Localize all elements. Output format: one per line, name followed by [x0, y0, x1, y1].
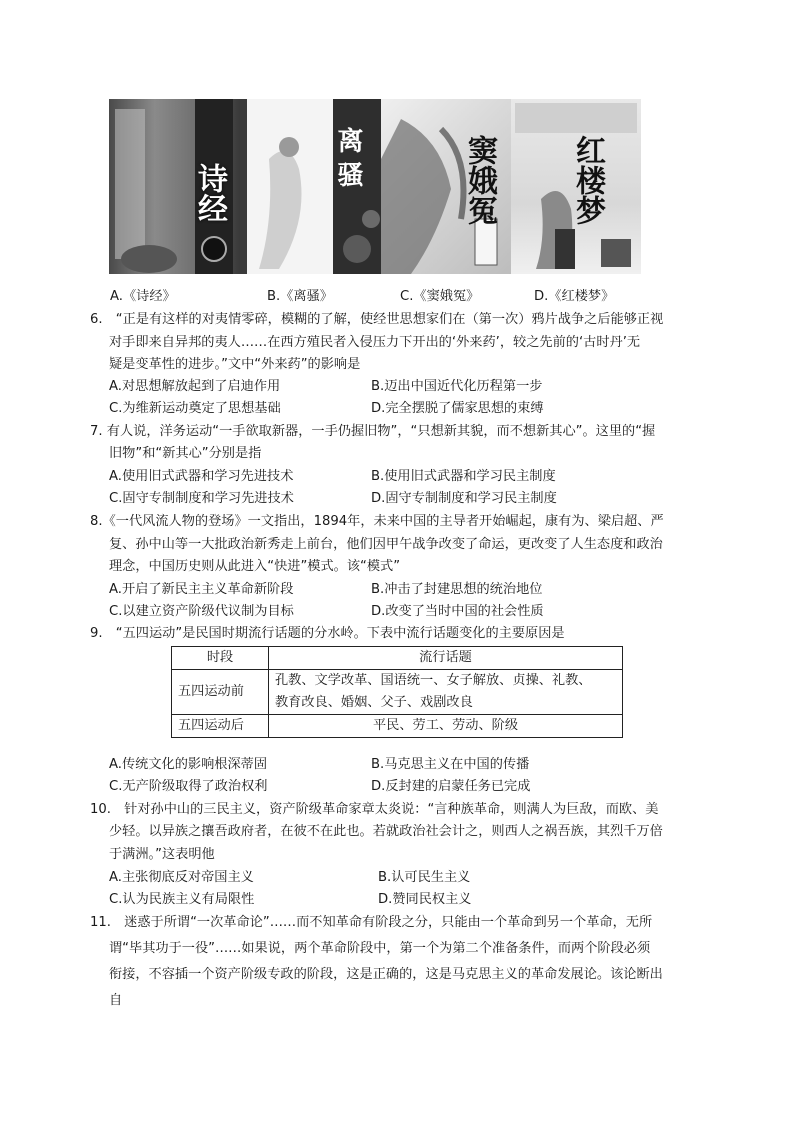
q10-option-b[interactable]: B.认可民生主义: [378, 870, 471, 885]
q9-option-a[interactable]: A.传统文化的影响根深蒂固: [109, 757, 268, 772]
q11-stem-line3: 衔接，不容插一个资产阶级专政的阶段，这是正确的，这是马克思主义的革命发展论。该论断出: [109, 967, 663, 982]
q8-stem-line3: 理念，中国历史则从此进入“快进”模式。该“模式”: [109, 559, 401, 574]
table-row: [172, 715, 623, 738]
q6-option-c[interactable]: C.为维新运动奠定了思想基础: [109, 401, 281, 416]
q6-stem-line1: 6. “正是有这样的对夷情零碎，模糊的了解，使经世思想家们在（第一次）鸦片战争之后能够正视: [90, 312, 664, 327]
lisao-title: 离骚: [333, 127, 363, 195]
q6-option-b[interactable]: B.迈出中国近代化历程第一步: [371, 379, 543, 394]
table-cell-period: 五四运动后: [172, 715, 269, 738]
q8-option-b[interactable]: B.冲击了封建思想的统治地位: [371, 582, 543, 597]
q11-stem-line2: 谓“毕其功于一役”……如果说，两个革命阶段中，第一个为第二个准备条件，而两个阶段必须: [109, 941, 651, 956]
q9-stem: 9. “五四运动”是民国时期流行话题的分水岭。下表中流行话题变化的主要原因是: [90, 626, 565, 641]
topics-line1: 孔教、文学改革、国语统一、女子解放、贞操、礼教、: [275, 673, 592, 688]
table-header-period: 时段: [172, 647, 269, 670]
lisao-image: [239, 99, 381, 274]
q10-option-d[interactable]: D.赞同民权主义: [378, 892, 472, 907]
q10-stem-line2: 少轻。以异族之攘吾政府者，在彼不在此也。若就政治社会计之，则西人之祸吾族，其烈千万倍: [109, 824, 663, 839]
q7-option-b[interactable]: B.使用旧式武器和学习民主制度: [371, 469, 556, 484]
dou-e-yuan-image: [381, 99, 511, 274]
q8-stem-line1: 8.《一代风流人物的登场》一文指出，1894年，未来中国的主导者开始崛起，康有为、梁启超、严: [90, 514, 664, 529]
q7-option-a[interactable]: A.使用旧式武器和学习先进技术: [109, 469, 294, 484]
hongloumeng-image: [511, 99, 641, 274]
table-cell-topics: [269, 670, 623, 715]
q9-topics-table: [171, 646, 623, 738]
q7-option-c[interactable]: C.固守专制制度和学习先进技术: [109, 491, 294, 506]
dou-e-yuan-title: 窦娥冤: [462, 135, 497, 225]
q9-option-b[interactable]: B.马克思主义在中国的传播: [371, 757, 530, 772]
q5-option-b[interactable]: B.《离骚》: [267, 289, 333, 304]
q5-option-a[interactable]: A.《诗经》: [110, 289, 176, 304]
table-header-row: [172, 647, 623, 670]
q7-stem-line2: 旧物”和“新其心”分别是指: [109, 446, 262, 461]
shijing-image: [109, 99, 239, 274]
table-header-topics: 流行话题: [269, 647, 623, 670]
table-row: [172, 670, 623, 715]
q9-option-c[interactable]: C.无产阶级取得了政治权利: [109, 779, 268, 794]
q6-option-d[interactable]: D.完全摆脱了儒家思想的束缚: [371, 401, 544, 416]
q8-stem-line2: 复、孙中山等一大批政治新秀走上前台，他们因甲午战争改变了命运，更改变了人生态度和政治: [109, 537, 663, 552]
q6-option-a[interactable]: A.对思想解放起到了启迪作用: [109, 379, 281, 394]
table-cell-period: 五四运动前: [172, 670, 269, 715]
q11-stem-line1: 11. 迷惑于所谓“一次革命论”……而不知革命有阶段之分，只能由一个革命到另一个革命，无所: [90, 915, 653, 930]
book-cover-images: [109, 99, 641, 274]
q5-option-c[interactable]: C.《窦娥冤》: [400, 289, 480, 304]
q7-option-d[interactable]: D.固守专制制度和学习民主制度: [371, 491, 557, 506]
q10-stem-line3: 于满洲。”这表明他: [109, 847, 215, 862]
q5-option-d[interactable]: D.《红楼梦》: [534, 289, 615, 304]
shijing-title: 诗经: [192, 163, 227, 223]
table-cell-topics: 平民、劳工、劳动、阶级: [269, 715, 623, 738]
q11-stem-line4: 自: [109, 993, 123, 1008]
q7-stem-line1: 7. 有人说，洋务运动“一手欲取新器，一手仍握旧物”，“只想新其貌，而不想新其心”。这里的“握: [90, 424, 656, 439]
q6-stem-line3: 疑是变革性的进步。”文中“外来药”的影响是: [109, 357, 361, 372]
q8-option-c[interactable]: C.以建立资产阶级代议制为目标: [109, 604, 294, 619]
q6-stem-line2: 对手即来自异邦的夷人……在西方殖民者入侵压力下开出的‘外来药’，较之先前的‘古时丹’无: [109, 335, 641, 350]
q8-option-d[interactable]: D.改变了当时中国的社会性质: [371, 604, 544, 619]
q9-option-d[interactable]: D.反封建的启蒙任务已完成: [371, 779, 531, 794]
q10-option-a[interactable]: A.主张彻底反对帝国主义: [109, 870, 254, 885]
q10-stem-line1: 10. 针对孙中山的三民主义，资产阶级革命家章太炎说：“言种族革命，则满人为巨敌，而欧、美: [90, 802, 659, 817]
topics-line2: 教育改良、婚姻、父子、戏剧改良: [275, 695, 473, 710]
q10-option-c[interactable]: C.认为民族主义有局限性: [109, 892, 255, 907]
q8-option-a[interactable]: A.开启了新民主主义革命新阶段: [109, 582, 294, 597]
hongloumeng-title: 红楼梦: [570, 135, 605, 225]
